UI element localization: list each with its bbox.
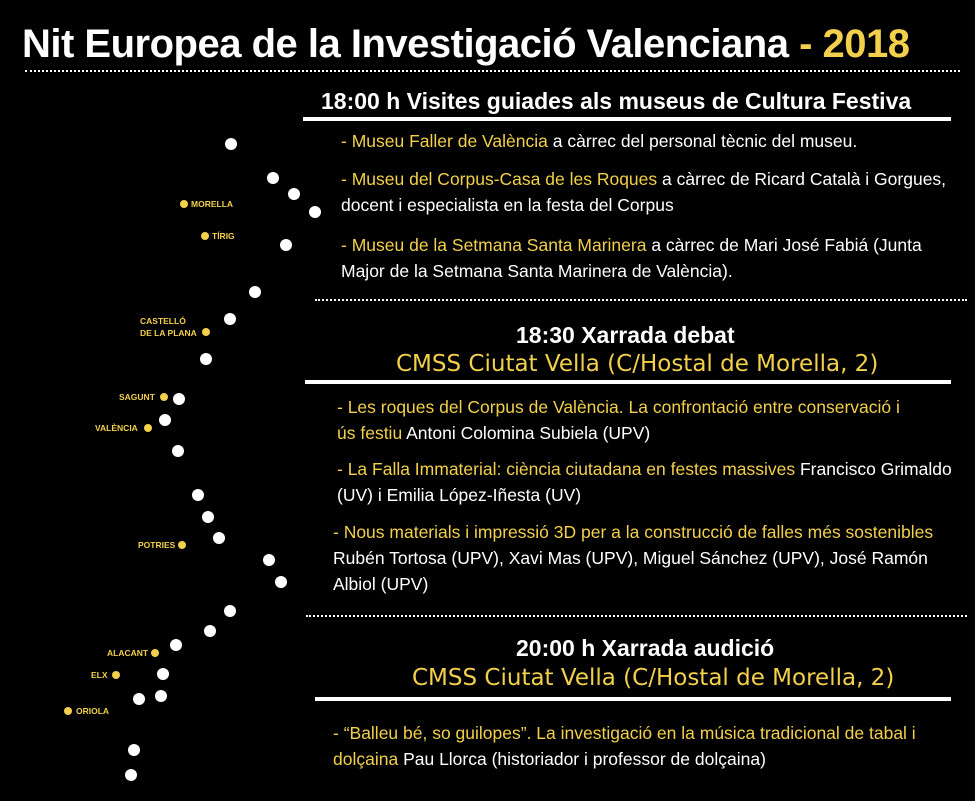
town-tirig: TÍRIG	[212, 231, 235, 241]
title-year: 2018	[822, 22, 910, 66]
item-rest: a càrrec de Ricard Català i Gorgues, docent i especialista en la festa del Corpus	[341, 169, 947, 215]
town-elx: ELX	[91, 670, 108, 680]
town-castello: CASTELLÓ	[140, 316, 186, 326]
route-dot	[224, 605, 236, 617]
section-1-underline	[303, 117, 951, 121]
route-dot	[275, 576, 287, 588]
section-1-item-1: - Museu Faller de València a càrrec del personal tècnic del museu.	[341, 131, 858, 151]
route-dot	[225, 138, 237, 150]
town-alacant: ALACANT	[107, 648, 149, 658]
item-rest: a càrrec del personal tècnic del museu.	[547, 131, 858, 151]
page-title	[22, 18, 962, 70]
town-marker	[151, 649, 159, 657]
item-highlight: - Les roques del Corpus de València. La confrontació entre conservació i ús festiu	[337, 397, 900, 443]
section-2-divider	[306, 615, 967, 617]
section-1-item-2: - Museu del Corpus-Casa de les Roques a càrrec de Ricard Català i Gorgues, docent i especialista en la festa del Corpus	[341, 169, 947, 215]
item-rest: a càrrec de Mari José Fabiá (Junta Major de la Setmana Santa Marinera de València).	[341, 235, 922, 281]
town-oriola: ORIOLA	[76, 706, 110, 716]
route-dot	[249, 286, 261, 298]
title-separator: -	[788, 22, 823, 66]
route-dot	[155, 690, 167, 702]
route-dot	[128, 744, 140, 756]
route-dot	[133, 693, 145, 705]
town-marker	[160, 393, 168, 401]
item-highlight: Museu del Corpus-Casa de les Roques	[351, 169, 658, 189]
item-rest: Rubén Tortosa (UPV), Xavi Mas (UPV), Miguel Sánchez (UPV), José Ramón Albiol (UPV)	[333, 548, 928, 594]
town-marker	[202, 328, 210, 336]
route-dot	[159, 414, 171, 426]
section-3-underline	[315, 697, 951, 701]
section-2-item-2	[337, 456, 962, 508]
section-3-heading: 20:00 h Xarrada audició	[516, 635, 775, 661]
item-rest: Antoni Colomina Subiela (UPV)	[402, 423, 651, 443]
route-dot	[288, 188, 300, 200]
route-dot	[263, 554, 275, 566]
section-3-item-1	[333, 720, 953, 772]
town-marker	[201, 232, 209, 240]
route-dot	[157, 668, 169, 680]
item-highlight: Museu de la Setmana Santa Marinera	[351, 235, 647, 255]
route-dot	[204, 625, 216, 637]
route-dot	[170, 639, 182, 651]
title-main: Nit Europea de la Investigació Valenciana	[22, 22, 789, 66]
route-dot	[125, 769, 137, 781]
town-potries: POTRIES	[138, 540, 176, 550]
item-rest: Francisco Grimaldo (UV) i Emilia López-Iñesta (UV)	[337, 459, 952, 505]
section-3-venue: CMSS Ciutat Vella (C/Hostal de Morella, 2)	[412, 665, 895, 691]
town-castello-2: DE LA PLANA	[140, 328, 197, 338]
town-marker	[112, 671, 120, 679]
town-morella: MORELLA	[191, 199, 234, 209]
item-highlight: - La Falla Immaterial: ciència ciutadana en festes massives	[337, 459, 796, 479]
route-dot	[172, 445, 184, 457]
route-dot	[213, 532, 225, 544]
town-valencia: VALÈNCIA	[95, 423, 138, 433]
route-dot	[202, 511, 214, 523]
town-marker	[178, 541, 186, 549]
section-2-heading: 18:30 Xarrada debat	[516, 322, 735, 348]
section-2-item-3	[333, 519, 961, 597]
route-dot	[280, 239, 292, 251]
item-highlight: - Nous materials i impressió 3D per a la construcció de falles més sostenibles	[333, 522, 934, 542]
route-dot	[309, 206, 321, 218]
section-1-item-3: - Museu de la Setmana Santa Marinera a càrrec de Mari José Fabiá (Junta Major de la Setmana Santa Marinera de València).	[341, 235, 922, 281]
route-dot	[200, 353, 212, 365]
route-dot	[173, 393, 185, 405]
town-marker	[64, 707, 72, 715]
item-highlight: - “Balleu bé, so guilopes”. La investigació en la música tradicional de tabal i dolçaina	[333, 723, 916, 769]
section-1-heading: 18:00 h Visites guiades als museus de Cultura Festiva	[321, 88, 912, 114]
town-marker	[180, 200, 188, 208]
section-2-item-1	[337, 394, 912, 446]
route-dot	[267, 172, 279, 184]
route-dot	[224, 313, 236, 325]
section-2-venue: CMSS Ciutat Vella (C/Hostal de Morella, 2)	[396, 351, 879, 377]
town-marker	[144, 424, 152, 432]
section-1-divider	[315, 299, 967, 301]
route-dot	[192, 489, 204, 501]
item-rest: Pau Llorca (historiador i professor de dolçaina)	[398, 749, 766, 769]
item-highlight: Museu Faller de València	[351, 131, 548, 151]
section-2-underline	[305, 380, 951, 384]
town-sagunt: SAGUNT	[119, 392, 155, 402]
title-divider	[25, 70, 960, 72]
